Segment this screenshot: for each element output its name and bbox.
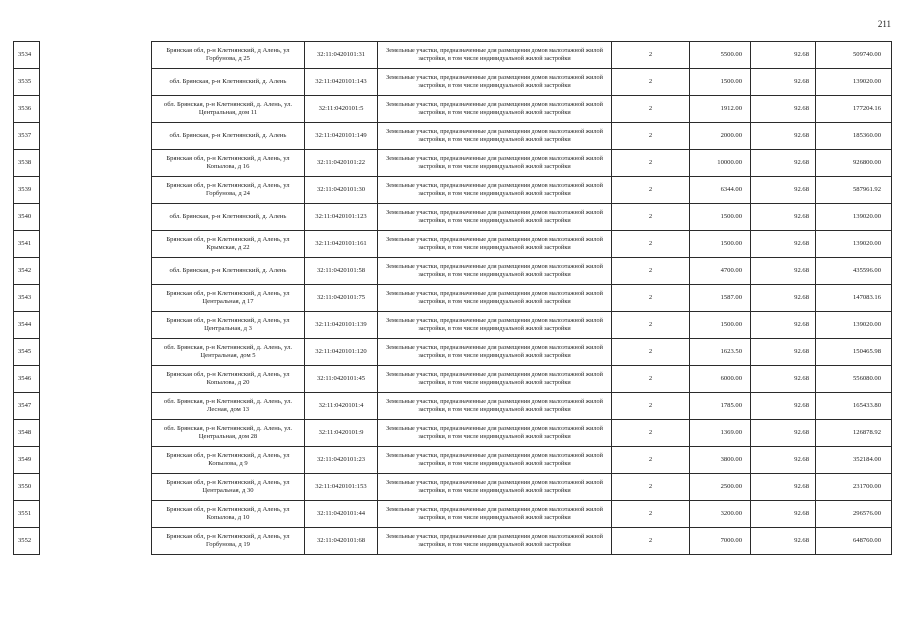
row-specific-value: 92.68 xyxy=(751,501,816,528)
row-land-purpose: Земельные участки, предназначенные для размещения домов малоэтажной жилой застройки, в том числе индивидуальной жилой застройки xyxy=(378,528,612,555)
row-address: Брянская обл, р-н Клетнянский, д Алень, ул Центральная, д 17 xyxy=(152,285,305,312)
row-address: Брянская обл, р-н Клетнянский, д Алень, ул Горбунова, д 25 xyxy=(152,42,305,69)
row-address: Брянская обл, р-н Клетнянский, д Алень, ул Центральная, д 3 xyxy=(152,312,305,339)
row-group: 2 xyxy=(612,204,690,231)
row-land-purpose: Земельные участки, предназначенные для размещения домов малоэтажной жилой застройки, в том числе индивидуальной жилой застройки xyxy=(378,177,612,204)
row-cadastral-number: 32:11:0420101:58 xyxy=(305,258,378,285)
table-body xyxy=(14,42,892,555)
row-number: 3552 xyxy=(14,528,40,555)
row-specific-value: 92.68 xyxy=(751,96,816,123)
row-specific-value: 92.68 xyxy=(751,312,816,339)
row-specific-value: 92.68 xyxy=(751,204,816,231)
row-address: Брянская обл, р-н Клетнянский, д Алень, ул Копылова, д 20 xyxy=(152,366,305,393)
row-cadastral-value: 509740.00 xyxy=(816,42,892,69)
row-cadastral-value: 587961.92 xyxy=(816,177,892,204)
row-spacer xyxy=(40,528,152,555)
row-group: 2 xyxy=(612,420,690,447)
row-land-purpose: Земельные участки, предназначенные для размещения домов малоэтажной жилой застройки, в том числе индивидуальной жилой застройки xyxy=(378,285,612,312)
table-row xyxy=(14,312,892,339)
row-cadastral-value: 126878.92 xyxy=(816,420,892,447)
row-cadastral-number: 32:11:0420101:4 xyxy=(305,393,378,420)
row-number: 3547 xyxy=(14,393,40,420)
table-row xyxy=(14,42,892,69)
table-row xyxy=(14,501,892,528)
row-group: 2 xyxy=(612,42,690,69)
row-area: 3200.00 xyxy=(690,501,751,528)
row-specific-value: 92.68 xyxy=(751,528,816,555)
row-spacer xyxy=(40,204,152,231)
row-spacer xyxy=(40,42,152,69)
row-land-purpose: Земельные участки, предназначенные для размещения домов малоэтажной жилой застройки, в том числе индивидуальной жилой застройки xyxy=(378,69,612,96)
row-group: 2 xyxy=(612,339,690,366)
row-group: 2 xyxy=(612,177,690,204)
table-row xyxy=(14,177,892,204)
table-row xyxy=(14,123,892,150)
row-land-purpose: Земельные участки, предназначенные для размещения домов малоэтажной жилой застройки, в том числе индивидуальной жилой застройки xyxy=(378,231,612,258)
row-area: 1587.00 xyxy=(690,285,751,312)
row-spacer xyxy=(40,312,152,339)
row-group: 2 xyxy=(612,69,690,96)
row-specific-value: 92.68 xyxy=(751,339,816,366)
row-number: 3534 xyxy=(14,42,40,69)
row-land-purpose: Земельные участки, предназначенные для размещения домов малоэтажной жилой застройки, в том числе индивидуальной жилой застройки xyxy=(378,420,612,447)
row-address: обл. Брянская, р-н Клетнянский, д. Алень xyxy=(152,123,305,150)
row-area: 6000.00 xyxy=(690,366,751,393)
table-row xyxy=(14,366,892,393)
row-land-purpose: Земельные участки, предназначенные для размещения домов малоэтажной жилой застройки, в том числе индивидуальной жилой застройки xyxy=(378,339,612,366)
row-area: 2500.00 xyxy=(690,474,751,501)
row-land-purpose: Земельные участки, предназначенные для размещения домов малоэтажной жилой застройки, в том числе индивидуальной жилой застройки xyxy=(378,393,612,420)
row-cadastral-number: 32:11:0420101:9 xyxy=(305,420,378,447)
row-specific-value: 92.68 xyxy=(751,231,816,258)
row-area: 1500.00 xyxy=(690,69,751,96)
row-cadastral-number: 32:11:0420101:123 xyxy=(305,204,378,231)
row-cadastral-number: 32:11:0420101:161 xyxy=(305,231,378,258)
row-area: 1500.00 xyxy=(690,204,751,231)
row-cadastral-number: 32:11:0420101:44 xyxy=(305,501,378,528)
row-cadastral-value: 352184.00 xyxy=(816,447,892,474)
row-cadastral-number: 32:11:0420101:68 xyxy=(305,528,378,555)
row-number: 3543 xyxy=(14,285,40,312)
row-spacer xyxy=(40,231,152,258)
row-number: 3548 xyxy=(14,420,40,447)
page-number: 211 xyxy=(877,19,891,29)
table-row xyxy=(14,339,892,366)
row-group: 2 xyxy=(612,123,690,150)
row-spacer xyxy=(40,123,152,150)
row-cadastral-number: 32:11:0420101:143 xyxy=(305,69,378,96)
row-specific-value: 92.68 xyxy=(751,420,816,447)
row-address: обл. Брянская, р-н Клетнянский, д. Алень xyxy=(152,204,305,231)
row-spacer xyxy=(40,501,152,528)
table-row xyxy=(14,150,892,177)
row-address: обл. Брянская, р-н Клетнянский, д. Алень, ул. Лесная, дом 13 xyxy=(152,393,305,420)
row-cadastral-value: 147083.16 xyxy=(816,285,892,312)
row-specific-value: 92.68 xyxy=(751,366,816,393)
row-group: 2 xyxy=(612,96,690,123)
row-area: 1912.00 xyxy=(690,96,751,123)
row-cadastral-number: 32:11:0420101:153 xyxy=(305,474,378,501)
table-row xyxy=(14,447,892,474)
row-number: 3537 xyxy=(14,123,40,150)
row-number: 3545 xyxy=(14,339,40,366)
table-row xyxy=(14,69,892,96)
row-cadastral-value: 139020.00 xyxy=(816,231,892,258)
row-number: 3549 xyxy=(14,447,40,474)
row-cadastral-number: 32:11:0420101:23 xyxy=(305,447,378,474)
row-number: 3538 xyxy=(14,150,40,177)
row-land-purpose: Земельные участки, предназначенные для размещения домов малоэтажной жилой застройки, в том числе индивидуальной жилой застройки xyxy=(378,204,612,231)
row-area: 10000.00 xyxy=(690,150,751,177)
row-specific-value: 92.68 xyxy=(751,42,816,69)
row-address: обл. Брянская, р-н Клетнянский, д. Алень, ул. Центральная, дом 5 xyxy=(152,339,305,366)
row-specific-value: 92.68 xyxy=(751,150,816,177)
row-group: 2 xyxy=(612,393,690,420)
row-number: 3535 xyxy=(14,69,40,96)
row-group: 2 xyxy=(612,258,690,285)
table-row xyxy=(14,474,892,501)
row-address: Брянская обл, р-н Клетнянский, д Алень, ул Копылова, д 10 xyxy=(152,501,305,528)
row-cadastral-number: 32:11:0420101:139 xyxy=(305,312,378,339)
row-specific-value: 92.68 xyxy=(751,123,816,150)
row-cadastral-value: 139020.00 xyxy=(816,69,892,96)
row-land-purpose: Земельные участки, предназначенные для размещения домов малоэтажной жилой застройки, в том числе индивидуальной жилой застройки xyxy=(378,447,612,474)
row-cadastral-number: 32:11:0420101:31 xyxy=(305,42,378,69)
row-cadastral-number: 32:11:0420101:30 xyxy=(305,177,378,204)
row-cadastral-number: 32:11:0420101:5 xyxy=(305,96,378,123)
row-specific-value: 92.68 xyxy=(751,447,816,474)
row-cadastral-value: 435596.00 xyxy=(816,258,892,285)
row-land-purpose: Земельные участки, предназначенные для размещения домов малоэтажной жилой застройки, в том числе индивидуальной жилой застройки xyxy=(378,96,612,123)
row-spacer xyxy=(40,69,152,96)
row-group: 2 xyxy=(612,528,690,555)
row-spacer xyxy=(40,366,152,393)
row-group: 2 xyxy=(612,285,690,312)
row-land-purpose: Земельные участки, предназначенные для размещения домов малоэтажной жилой застройки, в том числе индивидуальной жилой застройки xyxy=(378,123,612,150)
row-land-purpose: Земельные участки, предназначенные для размещения домов малоэтажной жилой застройки, в том числе индивидуальной жилой застройки xyxy=(378,366,612,393)
row-cadastral-value: 648760.00 xyxy=(816,528,892,555)
row-number: 3546 xyxy=(14,366,40,393)
row-area: 1623.50 xyxy=(690,339,751,366)
row-spacer xyxy=(40,150,152,177)
row-area: 6344.00 xyxy=(690,177,751,204)
row-spacer xyxy=(40,447,152,474)
row-spacer xyxy=(40,177,152,204)
row-cadastral-value: 139020.00 xyxy=(816,312,892,339)
row-cadastral-number: 32:11:0420101:22 xyxy=(305,150,378,177)
row-number: 3541 xyxy=(14,231,40,258)
row-land-purpose: Земельные участки, предназначенные для размещения домов малоэтажной жилой застройки, в том числе индивидуальной жилой застройки xyxy=(378,312,612,339)
row-number: 3550 xyxy=(14,474,40,501)
row-area: 1369.00 xyxy=(690,420,751,447)
row-cadastral-number: 32:11:0420101:149 xyxy=(305,123,378,150)
row-cadastral-value: 231700.00 xyxy=(816,474,892,501)
row-cadastral-value: 296576.00 xyxy=(816,501,892,528)
row-address: Брянская обл, р-н Клетнянский, д Алень, ул Горбунова, д 24 xyxy=(152,177,305,204)
row-address: Брянская обл, р-н Клетнянский, д Алень, ул Горбунова, д 19 xyxy=(152,528,305,555)
row-group: 2 xyxy=(612,366,690,393)
table-row xyxy=(14,285,892,312)
row-specific-value: 92.68 xyxy=(751,474,816,501)
row-cadastral-value: 177204.16 xyxy=(816,96,892,123)
row-address: обл. Брянская, р-н Клетнянский, д. Алень, ул. Центральная, дом 11 xyxy=(152,96,305,123)
row-area: 7000.00 xyxy=(690,528,751,555)
row-number: 3544 xyxy=(14,312,40,339)
row-number: 3542 xyxy=(14,258,40,285)
row-spacer xyxy=(40,474,152,501)
row-group: 2 xyxy=(612,447,690,474)
table-row xyxy=(14,393,892,420)
row-spacer xyxy=(40,393,152,420)
row-land-purpose: Земельные участки, предназначенные для размещения домов малоэтажной жилой застройки, в том числе индивидуальной жилой застройки xyxy=(378,474,612,501)
row-group: 2 xyxy=(612,501,690,528)
table-row xyxy=(14,96,892,123)
table-row xyxy=(14,231,892,258)
row-cadastral-value: 139020.00 xyxy=(816,204,892,231)
row-land-purpose: Земельные участки, предназначенные для размещения домов малоэтажной жилой застройки, в том числе индивидуальной жилой застройки xyxy=(378,501,612,528)
row-specific-value: 92.68 xyxy=(751,258,816,285)
row-address: обл. Брянская, р-н Клетнянский, д. Алень xyxy=(152,69,305,96)
row-cadastral-value: 926800.00 xyxy=(816,150,892,177)
row-group: 2 xyxy=(612,150,690,177)
table-row xyxy=(14,258,892,285)
row-area: 5500.00 xyxy=(690,42,751,69)
row-area: 2000.00 xyxy=(690,123,751,150)
row-specific-value: 92.68 xyxy=(751,393,816,420)
row-cadastral-number: 32:11:0420101:120 xyxy=(305,339,378,366)
row-area: 1500.00 xyxy=(690,312,751,339)
row-group: 2 xyxy=(612,312,690,339)
row-cadastral-value: 556080.00 xyxy=(816,366,892,393)
row-group: 2 xyxy=(612,474,690,501)
row-address: обл. Брянская, р-н Клетнянский, д. Алень xyxy=(152,258,305,285)
row-cadastral-value: 165433.80 xyxy=(816,393,892,420)
table-row xyxy=(14,420,892,447)
row-area: 4700.00 xyxy=(690,258,751,285)
row-spacer xyxy=(40,339,152,366)
row-cadastral-number: 32:11:0420101:45 xyxy=(305,366,378,393)
row-spacer xyxy=(40,420,152,447)
row-area: 1785.00 xyxy=(690,393,751,420)
row-number: 3540 xyxy=(14,204,40,231)
row-specific-value: 92.68 xyxy=(751,69,816,96)
row-land-purpose: Земельные участки, предназначенные для размещения домов малоэтажной жилой застройки, в том числе индивидуальной жилой застройки xyxy=(378,150,612,177)
row-cadastral-number: 32:11:0420101:75 xyxy=(305,285,378,312)
row-address: Брянская обл, р-н Клетнянский, д Алень, ул Копылова, д 9 xyxy=(152,447,305,474)
row-address: Брянская обл, р-н Клетнянский, д Алень, ул Копылова, д 16 xyxy=(152,150,305,177)
row-area: 3800.00 xyxy=(690,447,751,474)
table-row xyxy=(14,528,892,555)
row-number: 3539 xyxy=(14,177,40,204)
row-spacer xyxy=(40,96,152,123)
row-group: 2 xyxy=(612,231,690,258)
row-cadastral-value: 150465.98 xyxy=(816,339,892,366)
row-number: 3536 xyxy=(14,96,40,123)
row-cadastral-value: 185360.00 xyxy=(816,123,892,150)
row-area: 1500.00 xyxy=(690,231,751,258)
row-spacer xyxy=(40,285,152,312)
row-spacer xyxy=(40,258,152,285)
row-specific-value: 92.68 xyxy=(751,285,816,312)
row-address: Брянская обл, р-н Клетнянский, д Алень, ул Крымская, д 22 xyxy=(152,231,305,258)
row-address: Брянская обл, р-н Клетнянский, д Алень, ул Центральная, д 30 xyxy=(152,474,305,501)
row-number: 3551 xyxy=(14,501,40,528)
table-row xyxy=(14,204,892,231)
cadastral-value-table xyxy=(13,41,892,555)
row-land-purpose: Земельные участки, предназначенные для размещения домов малоэтажной жилой застройки, в том числе индивидуальной жилой застройки xyxy=(378,258,612,285)
row-land-purpose: Земельные участки, предназначенные для размещения домов малоэтажной жилой застройки, в том числе индивидуальной жилой застройки xyxy=(378,42,612,69)
row-specific-value: 92.68 xyxy=(751,177,816,204)
row-address: обл. Брянская, р-н Клетнянский, д. Алень, ул. Центральная, дом 28 xyxy=(152,420,305,447)
